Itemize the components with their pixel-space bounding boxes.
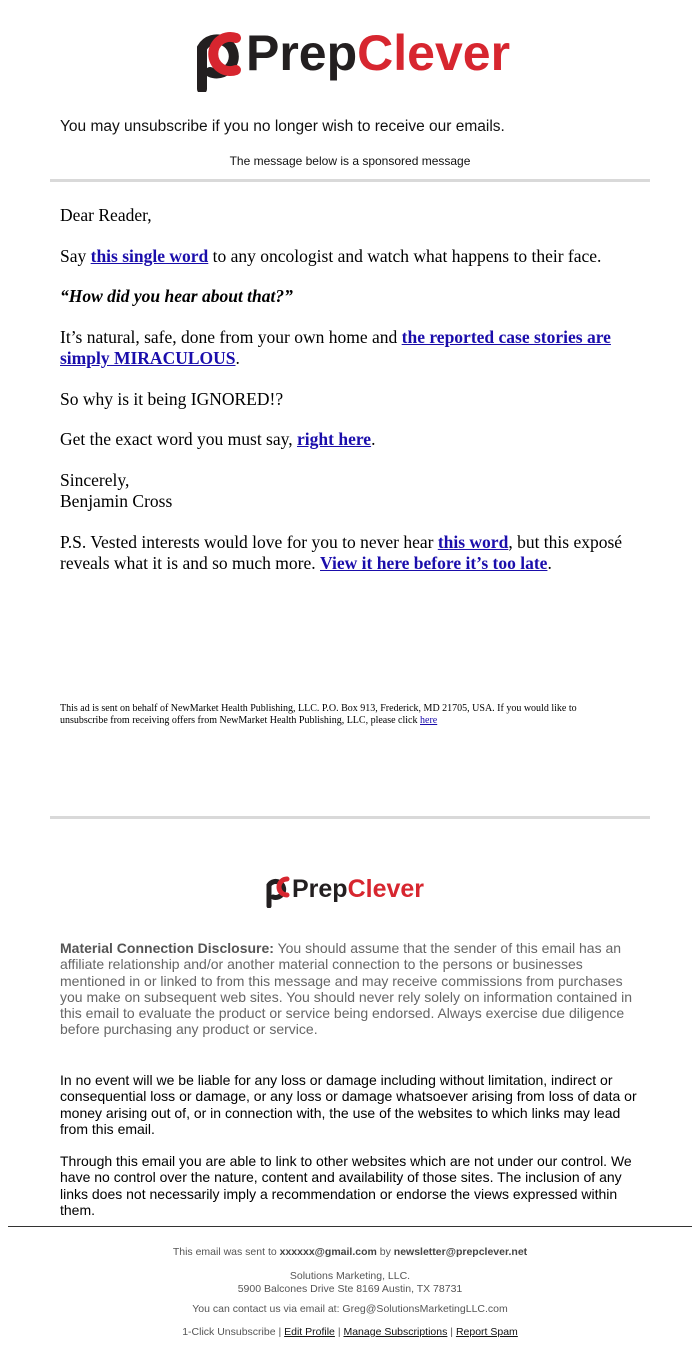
sponsored-notice: The message below is a sponsored message	[229, 154, 471, 168]
logo-text-prep: Prep	[246, 25, 358, 81]
paragraph-4: Get the exact word you must say, right here.	[60, 429, 376, 449]
footer-rule	[8, 1226, 692, 1227]
liability-notice: In no event will we be liable for any loss or damage including without limitation, indirect or consequential loss or damage, or any loss or damage whatsoever arising from loss of data or money arising out of, or in connection with, the use of the websites to which links may lead from this email.	[60, 1072, 637, 1137]
view-it-here-link[interactable]: View it here before it’s too late	[320, 553, 548, 573]
material-connection-disclosure	[60, 940, 640, 1038]
disclosure-text: You should assume that the sender of this email has an affiliate relationship and/or another material connection to the persons or businesses mentioned in or linked to from this message and may receive commissions from purchases you make on subsequent web sites. You should never rely solely on information contained in this email to evaluate the product or service being endorsed. Always exercise due diligence before purchasing any product or service.	[60, 940, 633, 1038]
greeting: Dear Reader,	[60, 205, 152, 225]
advertiser-unsubscribe-link[interactable]: here	[420, 715, 438, 726]
one-click-unsubscribe[interactable]: 1-Click Unsubscribe	[182, 1326, 276, 1338]
divider	[50, 816, 650, 819]
paragraph-1: Say this single word to any oncologist and watch what happens to their face.	[60, 245, 602, 266]
external-links-notice: Through this email you are able to link to other websites which are not under our control. We have no control over the nature, content and availability of those sites. The inclusion of any links does not necessarily imply a recommendation or endorse the views expressed within them.	[60, 1153, 632, 1218]
prepclever-footer-logo[interactable]	[260, 868, 440, 908]
sender-email: newsletter@prepclever.net	[393, 1246, 528, 1258]
paragraph-2: It’s natural, safe, done from your own home and the reported case stories are simply MIRACULOUS.	[60, 326, 611, 368]
logo-text-clever: Clever	[347, 875, 425, 903]
case-stories-link[interactable]: the reported case stories are simply MIRACULOUS	[60, 326, 611, 368]
sent-to-line: This email was sent to xxxxxx@gmail.com by newsletter@prepclever.net	[172, 1246, 528, 1258]
company-address: Solutions Marketing, LLC. 5900 Balcones Drive Ste 8169 Austin, TX 78731	[237, 1270, 463, 1295]
svg-text:PrepClever	[246, 25, 510, 81]
ad-disclaimer: This ad is sent on behalf of NewMarket Health Publishing, LLC. P.O. Box 913, Frederick, MD 21705, USA. If you would like to unsubscribe from receiving offers from NewMarket Health Publishing, LLC, please click here	[60, 703, 577, 726]
logo-mark-icon	[202, 37, 236, 89]
unsubscribe-notice: You may unsubscribe if you no longer wish to receive our emails.	[60, 118, 505, 135]
logo-mark-icon	[269, 879, 287, 906]
report-spam-link[interactable]: Report Spam	[455, 1326, 518, 1338]
contact-line: You can contact us via email at: Greg@SolutionsMarketingLLC.com	[192, 1303, 508, 1315]
prepclever-logo[interactable]	[180, 12, 520, 92]
footer-links: 1-Click Unsubscribe | Edit Profile | Manage Subscriptions | Report Spam	[182, 1326, 518, 1338]
logo-text-prep: Prep	[292, 875, 348, 903]
svg-text:PrepClever	[292, 875, 424, 903]
this-word-link[interactable]: this word	[437, 531, 509, 552]
paragraph-3: So why is it being IGNORED!?	[60, 388, 284, 409]
manage-subscriptions-link[interactable]: Manage Subscriptions	[343, 1326, 448, 1338]
quote: “How did you hear about that?”	[60, 286, 293, 306]
sponsored-letter	[60, 205, 635, 594]
recipient-email: xxxxxx@gmail.com	[279, 1246, 377, 1258]
logo-text-clever: Clever	[357, 25, 511, 81]
disclosure-title: Material Connection Disclosure:	[60, 940, 274, 956]
right-here-link[interactable]: right here	[297, 429, 372, 449]
edit-profile-link[interactable]: Edit Profile	[284, 1326, 335, 1338]
single-word-link[interactable]: this single word	[90, 245, 209, 266]
signature: Sincerely, Benjamin Cross	[60, 469, 173, 511]
divider	[50, 179, 650, 182]
postscript: P.S. Vested interests would love for you to never hear this word, but this exposé reveals what it is and so much more. View it here before it’s too late.	[60, 531, 623, 573]
